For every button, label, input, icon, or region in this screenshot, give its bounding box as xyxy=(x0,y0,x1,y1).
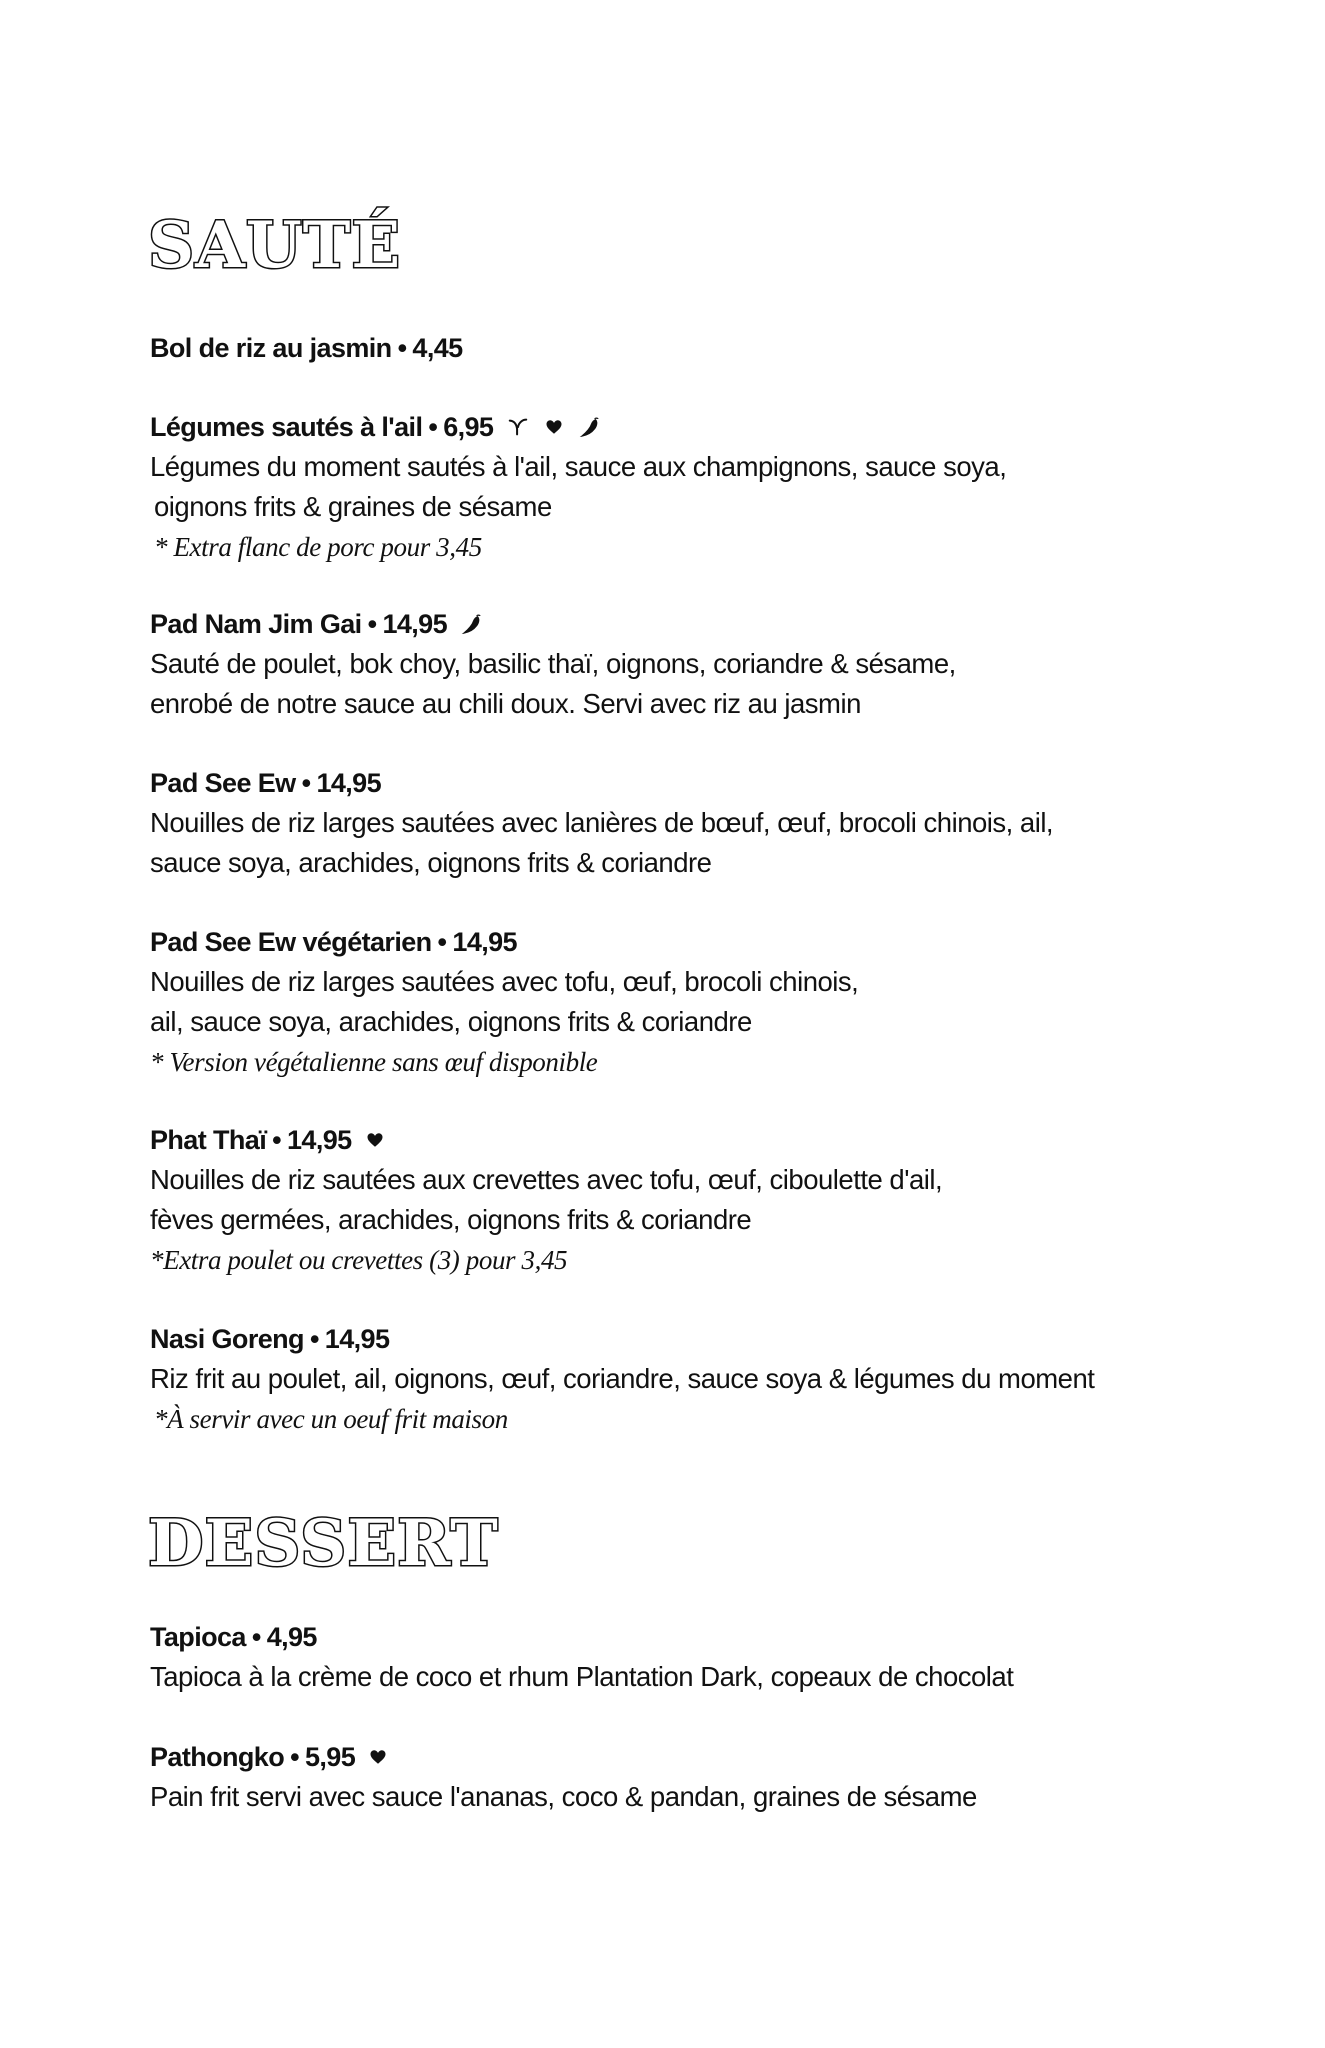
price-separator: • xyxy=(309,1324,319,1354)
menu-item-header xyxy=(150,1617,1230,1657)
menu-item-price: 14,95 xyxy=(452,927,517,957)
menu-item-note: *Extra poulet ou crevettes (3) pour 3,45 xyxy=(150,1245,568,1275)
menu-item-price: 4,95 xyxy=(266,1622,317,1652)
menu-item-note: * Extra flanc de porc pour 3,45 xyxy=(154,532,482,562)
menu-item-header xyxy=(150,763,1230,803)
menu-item-name: Phat Thaï xyxy=(150,1125,267,1155)
menu-item-tapioca xyxy=(150,1617,1230,1697)
menu-item-header xyxy=(150,922,1230,962)
dietary-icons xyxy=(369,1748,387,1766)
dietary-icons xyxy=(507,416,601,438)
menu-item-pad-see-ew-vegetarien xyxy=(150,922,1230,1082)
menu-item-description-line: sauce soya, arachides, oignons frits & coriandre xyxy=(150,847,712,878)
menu-item-bol-de-riz xyxy=(150,328,1230,368)
price-separator: • xyxy=(367,609,377,639)
menu-item-note: * Version végétalienne sans œuf disponible xyxy=(150,1047,598,1077)
menu-item-name: Bol de riz au jasmin xyxy=(150,333,392,363)
price-separator: • xyxy=(251,1622,261,1652)
menu-item-description-line: Nouilles de riz sautées aux crevettes avec tofu, œuf, ciboulette d'ail, xyxy=(150,1164,943,1195)
menu-item-name: Pathongko xyxy=(150,1742,285,1772)
chili-pepper-icon xyxy=(461,613,483,635)
heart-icon xyxy=(545,418,563,436)
chili-pepper-icon xyxy=(579,416,601,438)
dietary-icons xyxy=(461,613,483,635)
menu-item-header xyxy=(150,604,1230,644)
menu-item-price: 14,95 xyxy=(286,1125,352,1155)
vegan-sprout-icon xyxy=(507,416,529,438)
menu-item-price: 14,95 xyxy=(316,768,382,798)
menu-item-description-line: Pain frit servi avec sauce l'ananas, coco & pandan, graines de sésame xyxy=(150,1781,977,1812)
menu-item-name: Pad See Ew végétarien xyxy=(150,927,432,957)
menu-item-description-line: Légumes du moment sautés à l'ail, sauce aux champignons, sauce soya, xyxy=(150,451,1007,482)
menu-item-description-line: Tapioca à la crème de coco et rhum Plantation Dark, copeaux de chocolat xyxy=(150,1661,1014,1692)
menu-item-description-line: Sauté de poulet, bok choy, basilic thaï, oignons, coriandre & sésame, xyxy=(150,648,956,679)
menu-item-description-line: oignons frits & graines de sésame xyxy=(154,491,552,522)
menu-item-header xyxy=(150,1319,1230,1359)
menu-item-description-line: ail, sauce soya, arachides, oignons frits & coriandre xyxy=(150,1006,752,1037)
section-title-saute: SAUTÉ xyxy=(148,208,402,283)
menu-item-price: 5,95 xyxy=(304,1742,356,1772)
menu-item-header xyxy=(150,1120,1230,1160)
menu-item-price: 14,95 xyxy=(324,1324,390,1354)
menu-item-description-line: fèves germées, arachides, oignons frits & coriandre xyxy=(150,1204,752,1235)
menu-item-price: 6,95 xyxy=(443,412,494,442)
price-separator: • xyxy=(272,1125,281,1155)
menu-item-name: Nasi Goreng xyxy=(150,1324,304,1354)
menu-item-pad-nam-jim-gai xyxy=(150,604,1230,724)
menu-item-name: Pad See Ew xyxy=(150,768,296,798)
heart-icon xyxy=(369,1748,387,1766)
menu-item-header xyxy=(150,407,1230,447)
price-separator: • xyxy=(428,412,438,442)
menu-item-pathongko xyxy=(150,1737,1230,1817)
menu-item-header xyxy=(150,1737,1230,1777)
menu-item-description-line: Nouilles de riz larges sautées avec lanières de bœuf, œuf, brocoli chinois, ail, xyxy=(150,807,1054,838)
menu-item-legumes-sautes xyxy=(150,407,1230,567)
menu-item-name: Pad Nam Jim Gai xyxy=(150,609,362,639)
price-separator: • xyxy=(437,927,447,957)
menu-item-nasi-goreng xyxy=(150,1319,1230,1439)
section-title-dessert: DESSERT xyxy=(148,1506,499,1581)
menu-item-header xyxy=(150,328,1230,368)
price-separator: • xyxy=(301,768,311,798)
menu-item-description-line: Riz frit au poulet, ail, oignons, œuf, coriandre, sauce soya & légumes du moment xyxy=(150,1363,1095,1394)
menu-item-description-line: Nouilles de riz larges sautées avec tofu, œuf, brocoli chinois, xyxy=(150,966,859,997)
menu-item-description-line: enrobé de notre sauce au chili doux. Servi avec riz au jasmin xyxy=(150,688,861,719)
dietary-icons xyxy=(366,1131,384,1149)
menu-item-pad-see-ew xyxy=(150,763,1230,883)
menu-item-price: 14,95 xyxy=(382,609,448,639)
price-separator: • xyxy=(397,333,407,363)
menu-item-name: Légumes sautés à l'ail xyxy=(150,412,423,442)
menu-item-note: *À servir avec un oeuf frit maison xyxy=(154,1404,508,1434)
menu-item-phat-thai xyxy=(150,1120,1230,1280)
menu-item-name: Tapioca xyxy=(150,1622,246,1652)
heart-icon xyxy=(366,1131,384,1149)
menu-item-price: 4,45 xyxy=(412,333,463,363)
price-separator: • xyxy=(290,1742,299,1772)
